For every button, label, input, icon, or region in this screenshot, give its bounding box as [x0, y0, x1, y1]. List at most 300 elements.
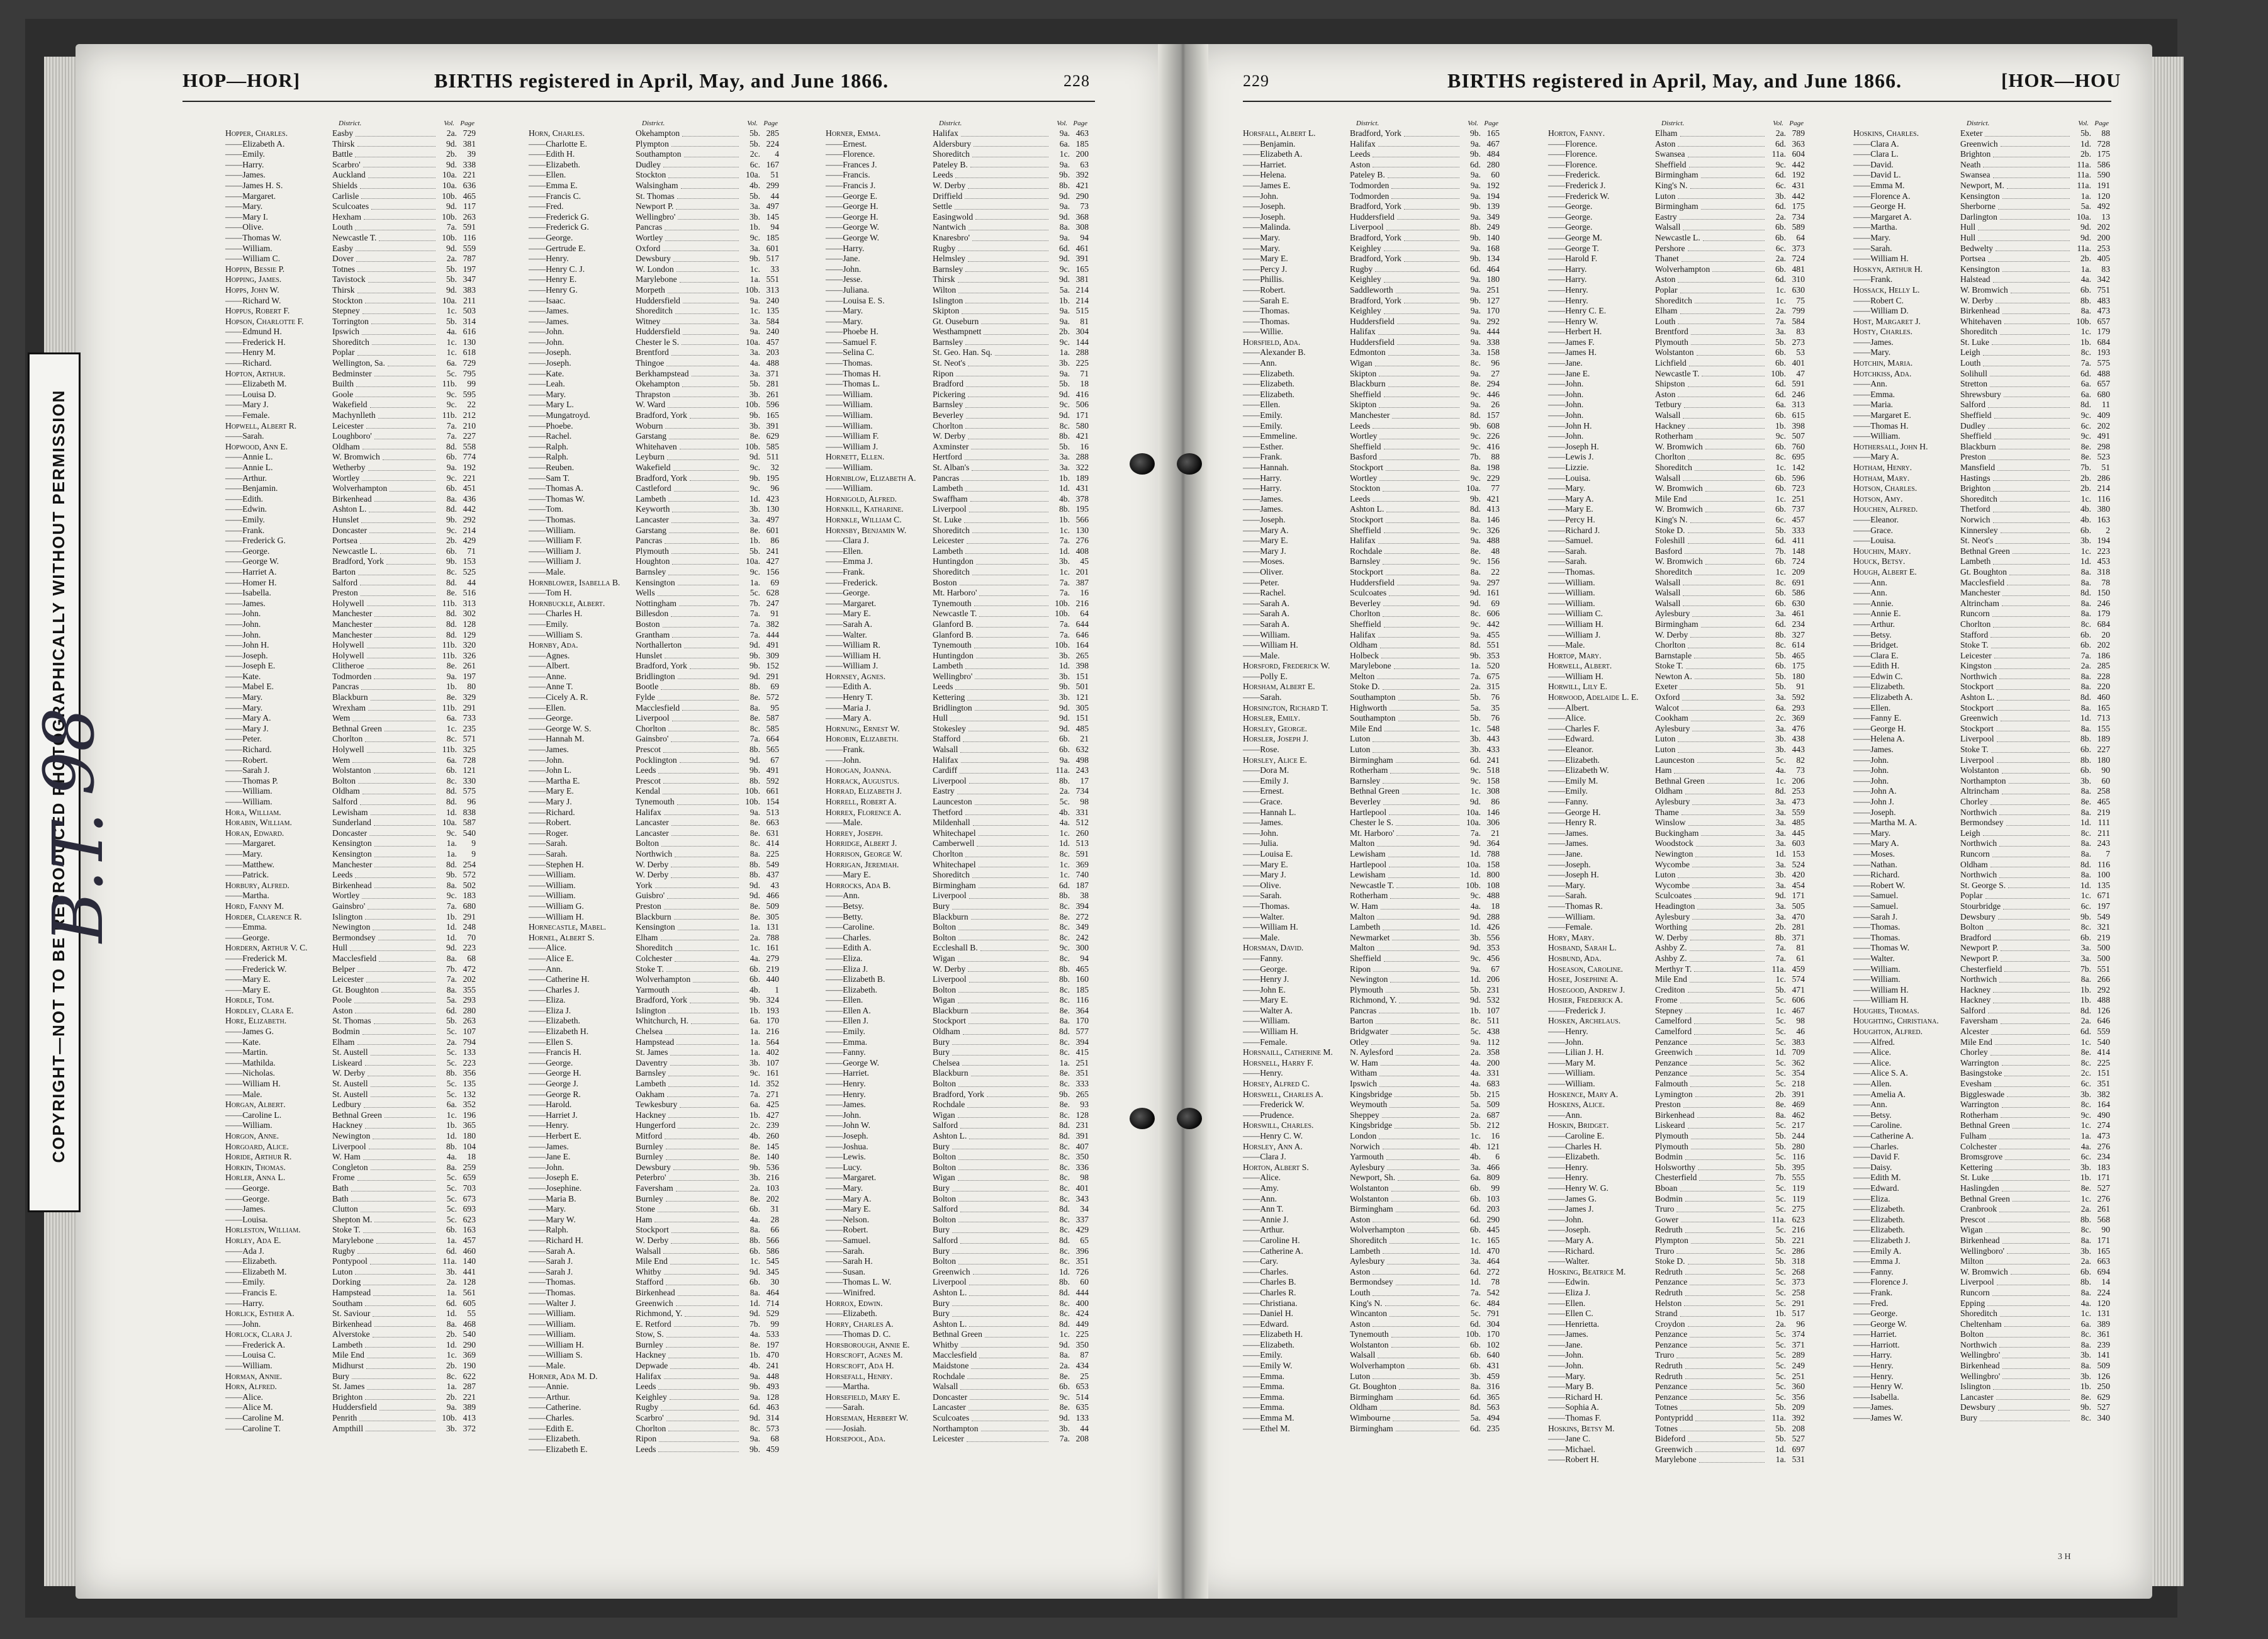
entry-page: 88 — [2091, 128, 2110, 139]
entry-volume: 8a. — [2072, 609, 2091, 619]
entry-page: 413 — [457, 1413, 476, 1424]
leader-dots — [2006, 825, 2070, 826]
entry-page: 2 — [2091, 526, 2110, 536]
register-entry — [1243, 755, 1501, 766]
entry-district: Walcot — [1655, 703, 1679, 714]
entry-district: Lambeth — [1960, 556, 1990, 567]
entry-district: Oldham — [332, 786, 360, 797]
entry-volume: 6b. — [1462, 1225, 1481, 1236]
entry-name: —— Arthur. — [1853, 619, 1895, 630]
entry-volume: 1a. — [741, 274, 760, 285]
entry-name: —— George W. — [826, 1058, 879, 1069]
entry-volume: 9c. — [2072, 410, 2091, 421]
entry-page: 76 — [1481, 692, 1500, 703]
entry-page: 414 — [2091, 1047, 2110, 1058]
leader-dots — [1384, 282, 1459, 283]
entry-name: Horder, Clarence R. — [225, 912, 302, 923]
entry-name: —— Martha E. — [529, 776, 580, 787]
entry-volume: 1c. — [2072, 546, 2091, 557]
entry-district: Mile End — [332, 1350, 364, 1361]
entry-name: Hopson, Charlotte F. — [225, 317, 304, 327]
entry-page: 308 — [1481, 786, 1500, 797]
entry-name: —— Roger. — [529, 828, 568, 839]
leader-dots — [1395, 1096, 1459, 1097]
leader-dots — [958, 1086, 1048, 1087]
entry-volume: 10a. — [1462, 860, 1481, 870]
leader-dots — [958, 282, 1049, 283]
entry-district: Stafford — [933, 734, 960, 745]
register-entry — [826, 692, 1090, 703]
leader-dots — [655, 887, 739, 888]
entry-volume: 3b. — [1767, 191, 1786, 202]
entry-district: Poplar — [1655, 285, 1678, 296]
entry-name: —— Mary E. — [1548, 504, 1593, 515]
entry-district: Shoreditch — [332, 337, 369, 348]
register-entry — [225, 201, 477, 212]
entry-district: Basford — [1655, 546, 1682, 557]
entry-district: Gainsbro' — [636, 734, 668, 745]
entry-district: Ampthill — [332, 1424, 363, 1434]
entry-page: 331 — [1070, 808, 1089, 818]
leader-dots — [671, 553, 739, 554]
entry-page: 180 — [1786, 672, 1805, 682]
register-entry — [1548, 264, 1806, 275]
entry-page: 111 — [2091, 818, 2110, 828]
entry-volume: 7b. — [438, 964, 457, 975]
entry-name: Horrad, Elizabeth J. — [826, 786, 902, 797]
entry-volume: 7a. — [741, 630, 760, 641]
leader-dots — [682, 344, 739, 345]
entry-district: Truro — [1655, 1246, 1674, 1257]
entry-volume: 8b. — [741, 860, 760, 870]
leader-dots — [374, 773, 435, 774]
register-entry — [1853, 181, 2111, 191]
entry-page: 400 — [1070, 1298, 1089, 1309]
entry-page: 424 — [1070, 1309, 1089, 1319]
entry-volume: 6b. — [1767, 661, 1786, 672]
entry-name: —— Frederick J. — [1548, 1006, 1605, 1017]
entry-district: Bolton — [933, 1163, 956, 1173]
entry-page: 241 — [760, 546, 779, 557]
entry-district: Elham — [332, 1037, 355, 1048]
register-entry — [529, 536, 780, 546]
leader-dots — [1990, 1055, 2070, 1056]
leader-dots — [1683, 418, 1765, 419]
entry-district: Leicester — [332, 974, 364, 985]
register-entry — [1243, 1371, 1501, 1382]
entry-name: —— Grace. — [1853, 526, 1893, 536]
leader-dots — [973, 1274, 1048, 1275]
register-entry — [1853, 526, 2111, 536]
register-entry — [1243, 672, 1501, 682]
entry-name: —— Alice S. A. — [1853, 1068, 1908, 1079]
register-entry — [826, 838, 1090, 849]
entry-page: 459 — [1481, 1371, 1500, 1382]
entry-name: Horwood, Adelaide L. E. — [1548, 692, 1639, 703]
entry-volume: 6b. — [438, 1225, 457, 1236]
entry-volume: 5b. — [1767, 985, 1786, 996]
entry-volume: 8e. — [741, 526, 760, 536]
entry-page: 132 — [457, 1090, 476, 1100]
register-entry — [1243, 974, 1501, 985]
leader-dots — [1685, 1378, 1765, 1379]
entry-name: —— Alice. — [225, 1392, 263, 1403]
entry-name: Horobin, Elizabeth. — [826, 734, 899, 745]
register-entry — [826, 849, 1090, 860]
register-entry — [1243, 170, 1501, 181]
register-entry — [826, 139, 1090, 150]
entry-name: —— Rose. — [1243, 745, 1279, 755]
entry-volume: 1c. — [1767, 567, 1786, 578]
entry-page: 133 — [457, 1047, 476, 1058]
entry-volume: 6d. — [1767, 201, 1786, 212]
entry-name: —— Alice M. — [225, 1402, 273, 1413]
entry-name: —— Thomas F. — [1548, 1413, 1601, 1424]
entry-volume: 8a. — [1462, 463, 1481, 473]
entry-page: 451 — [457, 483, 476, 494]
leader-dots — [955, 209, 1048, 210]
entry-name: Horner, Ada M. D. — [529, 1371, 598, 1382]
entry-volume: 9c. — [2072, 1110, 2091, 1121]
entry-page: 90 — [2091, 1225, 2110, 1236]
register-entry — [1548, 1246, 1806, 1257]
entry-volume: 1c. — [1462, 786, 1481, 797]
leader-dots — [962, 480, 1048, 481]
entry-name: —— Henry. — [1548, 1163, 1588, 1173]
column-header — [826, 118, 1090, 128]
entry-volume: 8b. — [2072, 1215, 2091, 1225]
register-entry — [529, 1173, 780, 1183]
entry-volume: 3b. — [1051, 651, 1070, 662]
leader-dots — [361, 595, 435, 596]
entry-district: Bury — [332, 1371, 349, 1382]
register-entry — [1853, 306, 2111, 317]
register-entry — [529, 1194, 780, 1205]
entry-volume: 7a. — [1462, 828, 1481, 839]
entry-district: Stockport — [636, 1225, 669, 1236]
register-entry — [225, 954, 477, 964]
entry-name: —— Charles. — [826, 933, 871, 943]
leader-dots — [1680, 313, 1765, 314]
entry-page: 94 — [760, 222, 779, 233]
leader-dots — [972, 532, 1048, 533]
entry-name: —— Sarah A. — [1243, 599, 1289, 609]
entry-district: Marylebone — [1655, 1455, 1697, 1465]
handwritten-mark-b: 98 — [29, 707, 109, 796]
entry-district: Chesterfield — [1655, 1173, 1697, 1183]
entry-name: Houchen, Alfred. — [1853, 504, 1917, 515]
entry-volume: 9a. — [1051, 755, 1070, 766]
entry-page: 292 — [1481, 317, 1500, 327]
entry-page: 545 — [760, 1256, 779, 1267]
register-entry — [529, 1256, 780, 1267]
entry-volume: 6a. — [438, 713, 457, 724]
entry-name: —— John. — [1548, 390, 1583, 400]
register-entry — [1243, 526, 1501, 536]
entry-name: —— William H. — [1548, 619, 1603, 630]
entry-district: Ashton L. — [332, 504, 366, 515]
register-entry — [1853, 285, 2111, 296]
leader-dots — [671, 616, 739, 617]
entry-district: Guisbro' — [636, 891, 665, 901]
entry-volume: 9a. — [1462, 536, 1481, 546]
entry-name: —— Edwin C. — [1853, 672, 1903, 682]
entry-page: 728 — [457, 755, 476, 766]
entry-volume: 1c. — [741, 1256, 760, 1267]
entry-name: —— Robert W. — [1853, 881, 1905, 891]
entry-page: 281 — [1786, 922, 1805, 933]
entry-district: Congleton — [332, 1163, 368, 1173]
entry-page: 313 — [760, 285, 779, 296]
register-entry — [225, 1183, 477, 1194]
entry-name: —— William J. — [1548, 630, 1600, 641]
leader-dots — [1404, 261, 1459, 262]
entry-page: 75 — [1786, 296, 1805, 307]
entry-page: 511 — [760, 452, 779, 463]
entry-name: —— Clara J. — [826, 536, 869, 546]
entry-page: 175 — [1786, 201, 1805, 212]
entry-name: —— Male. — [529, 1361, 566, 1371]
entry-name: —— Henrietta. — [1548, 1319, 1599, 1330]
entry-name: —— Mary W. — [529, 1215, 576, 1225]
register-entry — [826, 1027, 1090, 1037]
entry-district: Ashby Z. — [1655, 954, 1687, 964]
entry-name: —— Emily. — [225, 149, 265, 160]
entry-volume: 1c. — [1051, 828, 1070, 839]
entry-page: 60 — [2091, 776, 2110, 787]
leader-dots — [1990, 386, 2070, 387]
leader-dots — [2001, 1117, 2070, 1118]
entry-district: Wetherby — [332, 463, 366, 473]
entry-page: 571 — [457, 734, 476, 745]
leader-dots — [675, 313, 739, 314]
entry-volume: 10b. — [1051, 609, 1070, 619]
entry-district: Huntingdon — [933, 651, 974, 662]
entry-district: Halifax — [1350, 630, 1376, 641]
entry-page: 165 — [1481, 1236, 1500, 1246]
entry-district: Battle — [332, 149, 352, 160]
entry-volume: 3a. — [1767, 327, 1786, 337]
entry-page: 259 — [457, 1163, 476, 1173]
entry-district: Sherborne — [1960, 201, 1996, 212]
entry-district: Redruth — [1655, 1371, 1683, 1382]
entry-district: W. Derby — [1960, 296, 1993, 307]
entry-district: Westhampnett — [933, 327, 981, 337]
entry-district: Bath — [332, 1183, 349, 1194]
register-entry — [1548, 317, 1806, 327]
entry-volume: 8a. — [438, 494, 457, 505]
entry-volume: 3a. — [1767, 609, 1786, 619]
entry-page: 1 — [760, 985, 779, 996]
entry-name: Horsler, Emily. — [1243, 713, 1300, 724]
leader-dots — [367, 668, 435, 669]
entry-district: Islington — [933, 296, 963, 307]
register-entry — [225, 1173, 477, 1183]
entry-name: —— Alice. — [1548, 713, 1586, 724]
entry-name: —— Herbert H. — [1548, 327, 1602, 337]
register-entry — [225, 922, 477, 933]
entry-volume: 7a. — [2072, 651, 2091, 662]
entry-name: —— Ellen. — [1548, 1298, 1585, 1309]
entry-volume: 5a. — [438, 995, 457, 1006]
entry-page: 224 — [760, 139, 779, 150]
entry-page: 608 — [1481, 421, 1500, 432]
entry-volume: 4b. — [741, 1131, 760, 1142]
entry-name: —— Thomas W. — [1853, 943, 1909, 954]
register-entry — [529, 1267, 780, 1278]
leader-dots — [967, 1378, 1048, 1379]
entry-volume: 9c. — [1462, 473, 1481, 484]
entry-district: Stoke D. — [1655, 526, 1685, 536]
entry-name: —— William C. — [1548, 609, 1603, 619]
entry-name: —— Elizabeth A. — [1853, 692, 1912, 703]
entry-volume: 8d. — [1767, 786, 1786, 797]
entry-page: 22 — [457, 400, 476, 410]
entry-name: —— Ralph. — [529, 452, 568, 463]
entry-district: Lewisham — [1350, 870, 1386, 881]
entry-district: Lancaster — [1960, 1392, 1994, 1403]
entry-district: Penzance — [1655, 1277, 1687, 1288]
register-entry — [1548, 1152, 1806, 1163]
register-entry — [1243, 599, 1501, 609]
register-entry — [1853, 400, 2111, 410]
register-entry — [1243, 1225, 1501, 1236]
entry-district: Plympton — [1655, 1236, 1688, 1246]
entry-district: Ashton L. — [933, 1288, 967, 1298]
entry-page: 171 — [2091, 1173, 2110, 1183]
entry-page: 112 — [1481, 1037, 1500, 1048]
entry-name: —— George. — [225, 546, 269, 557]
entry-volume: 1d. — [2072, 713, 2091, 724]
entry-name: —— Prudence. — [1243, 1110, 1294, 1121]
entry-district: Bolton — [933, 922, 956, 933]
entry-volume: 10b. — [438, 233, 457, 244]
register-entry — [529, 808, 780, 818]
register-entry — [1243, 1090, 1501, 1100]
entry-name: Horman, Annie. — [225, 1371, 282, 1382]
entry-page: 94 — [1070, 954, 1089, 964]
entry-district: Stoke T. — [1960, 640, 1989, 651]
register-entry — [1853, 358, 2111, 369]
entry-name: —— Frank. — [826, 745, 865, 755]
entry-page: 664 — [760, 734, 779, 745]
entry-page: 28 — [760, 1215, 779, 1225]
entry-name: —— Mary A. — [826, 1194, 872, 1205]
register-entry — [1853, 201, 2111, 212]
register-entry — [1853, 1319, 2111, 1330]
entry-district: Lancaster — [636, 818, 669, 828]
entry-page: 605 — [457, 1298, 476, 1309]
register-entry — [826, 1163, 1090, 1173]
entry-page: 657 — [2091, 379, 2110, 390]
entry-district: Bolton — [636, 838, 659, 849]
entry-name: Horton, Albert S. — [1243, 1163, 1309, 1173]
entry-district: Haslingden — [1960, 1183, 1999, 1194]
entry-district: Wellingboro' — [1960, 1246, 2004, 1257]
entry-page: 591 — [1786, 379, 1805, 390]
entry-name: Hornsey, Agnes. — [826, 672, 885, 682]
entry-page: 459 — [1786, 964, 1805, 975]
entry-page: 96 — [1786, 1319, 1805, 1330]
entry-district: Shoreditch — [1655, 463, 1692, 473]
entry-volume: 8c. — [1767, 452, 1786, 463]
entry-page: 194 — [2091, 536, 2110, 546]
register-entry — [826, 1068, 1090, 1079]
register-entry — [225, 1267, 477, 1278]
register-entry — [529, 1142, 780, 1152]
entry-name: —— Caroline. — [1853, 1120, 1902, 1131]
entry-district: Newport P. — [1960, 943, 1998, 954]
entry-page: 91 — [760, 609, 779, 619]
entry-volume: 2b. — [2072, 483, 2091, 494]
entry-name: —— Charles H. — [529, 609, 582, 619]
entry-volume: 8c. — [1462, 358, 1481, 369]
entry-district: Walsingham — [636, 181, 678, 191]
leader-dots — [373, 1316, 435, 1317]
entry-page: 615 — [1786, 410, 1805, 421]
leader-dots — [969, 898, 1048, 899]
entry-name: —— Elizabeth. — [529, 1016, 580, 1027]
entry-name: —— George T. — [1548, 244, 1599, 254]
register-entry — [1548, 1329, 1806, 1340]
register-entry — [1853, 515, 2111, 526]
entry-name: —— Florence. — [1548, 139, 1597, 150]
entry-district: Leeds — [636, 1382, 656, 1392]
entry-page: 523 — [2091, 452, 2110, 463]
entry-district: Liverpool — [933, 974, 967, 985]
leader-dots — [678, 219, 739, 220]
entry-volume: 1c. — [2072, 1194, 2091, 1205]
entry-page: 83 — [1786, 327, 1805, 337]
entry-volume: 4b. — [741, 985, 760, 996]
entry-volume: 6b. — [1051, 734, 1070, 745]
entry-name: Hornbuckle, Albert. — [529, 599, 605, 609]
register-entry — [1853, 212, 2111, 223]
entry-volume: 1b. — [2072, 337, 2091, 348]
register-entry — [826, 296, 1090, 307]
entry-name: —— Bridget. — [1853, 640, 1898, 651]
entry-volume: 8d. — [1462, 504, 1481, 515]
leader-dots — [374, 627, 435, 628]
entry-volume: 8e. — [741, 828, 760, 839]
register-entry — [1853, 995, 2111, 1006]
entry-name: —— Louisa. — [225, 1215, 268, 1225]
entry-district: Wolverhampton — [1655, 264, 1710, 275]
entry-district: W. Derby — [933, 964, 965, 975]
leader-dots — [362, 898, 435, 899]
entry-name: Hornkill, Katharine. — [826, 504, 904, 515]
leader-dots — [967, 543, 1048, 544]
entry-page: 389 — [457, 1402, 476, 1413]
register-entry — [1548, 442, 1806, 453]
entry-volume: 1d. — [741, 1079, 760, 1090]
leader-dots — [1685, 1368, 1765, 1369]
entry-name: —— William J. — [529, 546, 581, 557]
entry-district: W. Derby — [332, 1068, 365, 1079]
entry-name: Hornigold, Alfred. — [826, 494, 897, 505]
entry-volume: 8d. — [1051, 1204, 1070, 1215]
entry-page: 202 — [457, 974, 476, 985]
leader-dots — [658, 595, 739, 596]
leader-dots — [362, 334, 435, 335]
entry-name: —— Sarah. — [225, 431, 264, 442]
entry-page: 281 — [760, 379, 779, 390]
entry-volume: 1d. — [1767, 849, 1786, 860]
entry-district: Stoke T. — [1655, 661, 1683, 672]
entry-district: Blackburn — [636, 912, 671, 923]
entry-page: 226 — [1481, 431, 1500, 442]
entry-volume: 9a. — [1051, 369, 1070, 380]
